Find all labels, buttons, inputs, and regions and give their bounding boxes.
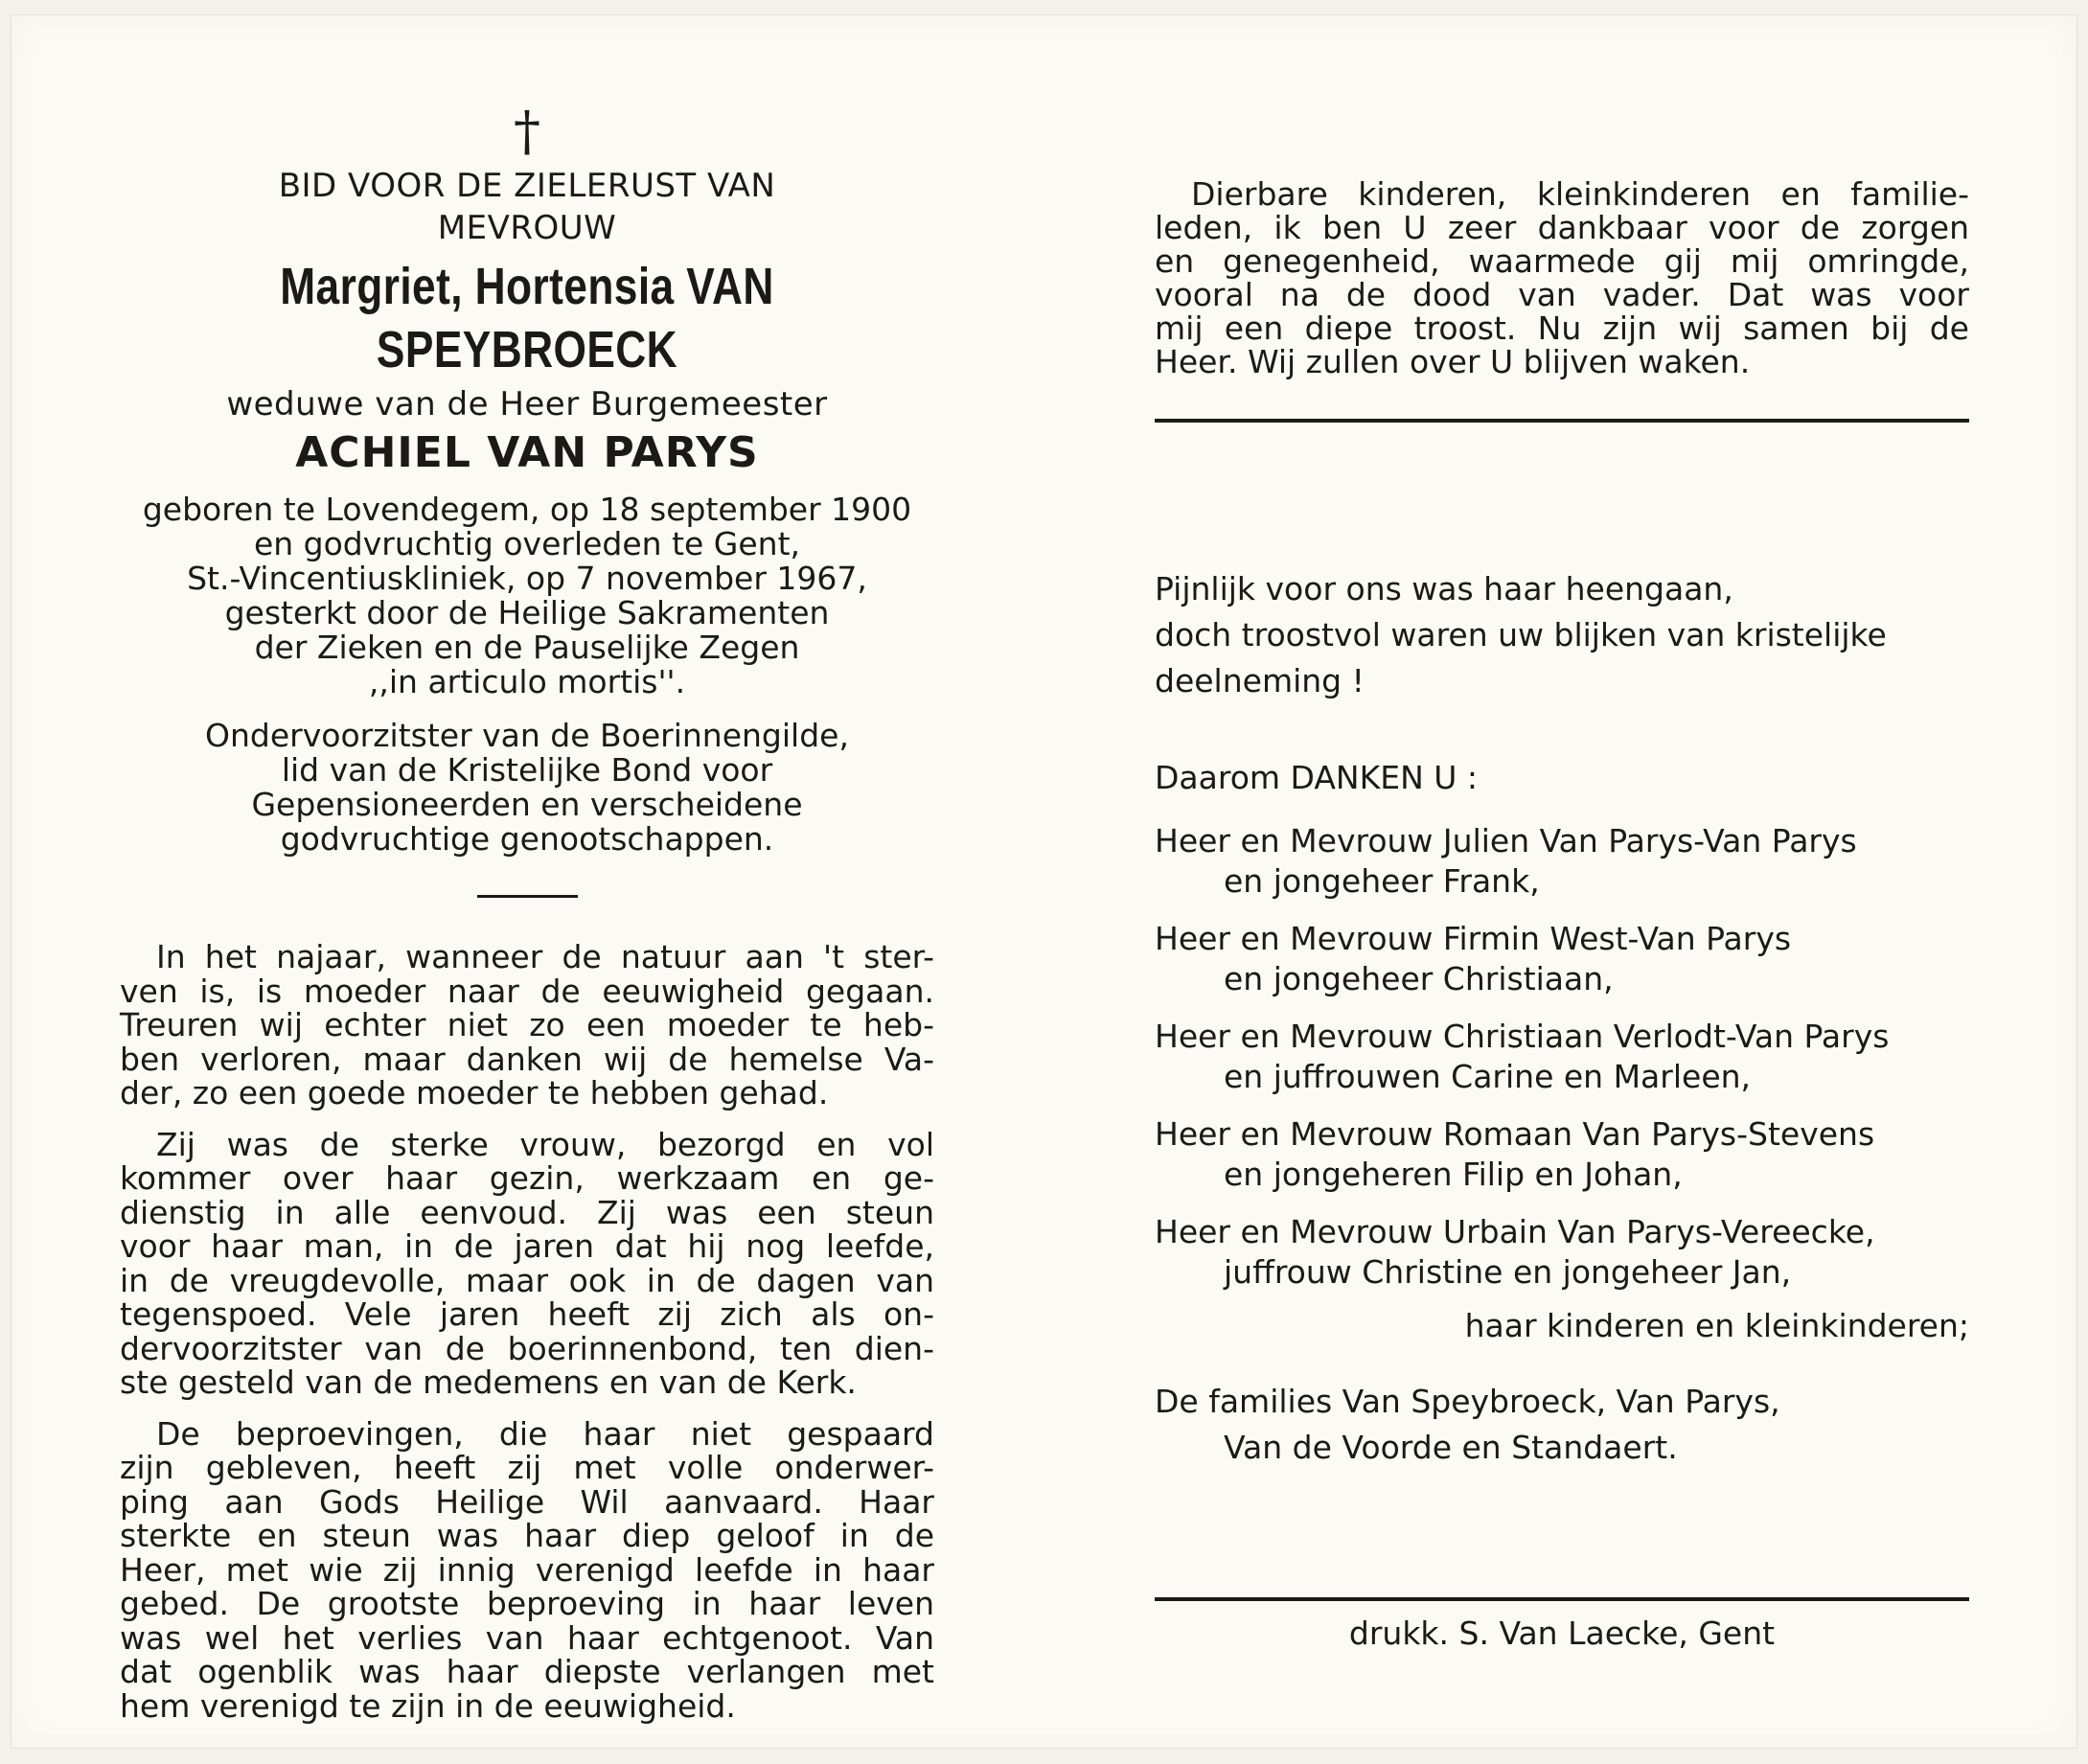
family-line: Van de Voorde en Standaert. bbox=[1224, 1429, 1678, 1466]
text-line: Treuren wij echter niet zo een moeder te heb- bbox=[120, 1006, 934, 1043]
text-line: doch troostvol waren uw blijken van kristelijke bbox=[1155, 616, 1887, 653]
family-entry bbox=[1155, 919, 1969, 999]
sympathy-text bbox=[1155, 566, 1969, 704]
printer-credit: drukk. S. Van Laecke, Gent bbox=[1348, 1615, 1776, 1652]
family-line: en jongeheer Christiaan, bbox=[1224, 960, 1614, 997]
roles-block bbox=[120, 719, 934, 857]
family-line: Heer en Mevrouw Christiaan Verlodt-Van Parys bbox=[1155, 1018, 1890, 1055]
bio-block bbox=[120, 493, 934, 699]
farewell-paragraph bbox=[1155, 177, 1969, 378]
family-entry bbox=[1155, 1212, 1969, 1293]
text-line: hem verenigd te zijn in de eeuwigheid. bbox=[120, 1686, 736, 1725]
paragraph-trials bbox=[120, 1414, 934, 1725]
text-line: Zij was de sterke vrouw, bezorgd en vol bbox=[156, 1125, 934, 1163]
left-panel bbox=[120, 101, 934, 1725]
text-line: voor haar man, in de jaren dat hij nog leefde, bbox=[120, 1227, 934, 1265]
family-list bbox=[1155, 821, 1969, 1346]
family-line: De families Van Speybroeck, Van Parys, bbox=[1155, 1383, 1780, 1420]
text-line: dienstig in alle eenvoud. Zij was een steun bbox=[120, 1193, 934, 1231]
family-line: Heer en Mevrouw Julien Van Parys-Van Parys bbox=[1155, 822, 1857, 859]
husband-name: ACHIEL VAN PARYS bbox=[295, 428, 759, 477]
family-entry bbox=[1155, 1017, 1969, 1097]
thanks-intro: Daarom DANKEN U : bbox=[1155, 759, 1479, 796]
divider-dash bbox=[477, 895, 578, 898]
text-line: was wel het verlies van haar echtgenoot. Van bbox=[120, 1618, 934, 1657]
divider-rule-bottom bbox=[1155, 1597, 1969, 1601]
text-line: dat ogenblik was haar diepste verlangen met bbox=[120, 1653, 934, 1690]
family-entry bbox=[1155, 821, 1969, 902]
role-line: Ondervoorzitster van de Boerinnengilde, bbox=[205, 717, 849, 754]
bio-line: der Zieken en de Pauselijke Zegen bbox=[254, 629, 800, 666]
family-line: juffrouw Christine en jongeheer Jan, bbox=[1224, 1253, 1792, 1291]
prayer-heading: BID VOOR DE ZIELERUST VAN bbox=[278, 167, 776, 205]
family-line: Heer en Mevrouw Firmin West-Van Parys bbox=[1155, 920, 1792, 957]
title-mevrouw: MEVROUW bbox=[437, 209, 617, 247]
text-line: Heer, met wie zij innig verenigd leefde in haar bbox=[120, 1550, 934, 1589]
family-line: en jongeheer Frank, bbox=[1224, 862, 1540, 900]
family-line: en jongeheren Filip en Johan, bbox=[1224, 1156, 1683, 1193]
text-line: en genegenheid, waarmede gij mij omringde, bbox=[1155, 242, 1969, 280]
divider-rule-top bbox=[1155, 419, 1969, 423]
widow-of-line: weduwe van de Heer Burgemeester bbox=[226, 385, 828, 424]
text-line: ven is, is moeder naar de eeuwigheid gegaan. bbox=[120, 972, 934, 1010]
bio-line: gesterkt door de Heilige Sakramenten bbox=[224, 594, 830, 631]
text-line: De beproevingen, die haar niet gespaard bbox=[156, 1414, 934, 1453]
bio-line: St.-Vincentiuskliniek, op 7 november 1967, bbox=[187, 560, 867, 597]
cross-icon: † bbox=[514, 101, 540, 163]
text-line: der, zo een goede moeder te hebben gehad. bbox=[120, 1074, 829, 1111]
bio-line: en godvruchtig overleden te Gent, bbox=[253, 525, 801, 562]
role-line: godvruchtige genootschappen. bbox=[280, 820, 774, 858]
right-panel bbox=[1155, 177, 1969, 1653]
text-line: tegenspoed. Vele jaren heeft zij zich als on- bbox=[120, 1295, 934, 1333]
text-line: vooral na de dood van vader. Dat was voor bbox=[1155, 276, 1969, 313]
text-line: ping aan Gods Heilige Wil aanvaard. Haar bbox=[120, 1482, 934, 1521]
text-line: mij een diepe troost. Nu zijn wij samen bij de bbox=[1155, 309, 1969, 347]
paragraph-autumn bbox=[120, 940, 934, 1111]
deceased-name: Margriet, Hortensia VAN SPEYBROECK bbox=[280, 258, 774, 378]
text-line: deelneming ! bbox=[1155, 662, 1365, 699]
paragraph-strong-woman bbox=[120, 1125, 934, 1401]
text-line: Heer. Wij zullen over U blijven waken. bbox=[1155, 343, 1751, 380]
text-line: Dierbare kinderen, kleinkinderen en familie- bbox=[1191, 175, 1969, 213]
family-line: Heer en Mevrouw Romaan Van Parys-Stevens bbox=[1155, 1115, 1875, 1153]
family-line: Heer en Mevrouw Urbain Van Parys-Vereecke, bbox=[1155, 1213, 1875, 1250]
text-line: ste gesteld van de medemens en van de Kerk. bbox=[120, 1363, 857, 1401]
text-line: kommer over haar gezin, werkzaam en ge- bbox=[120, 1159, 934, 1197]
text-line: zijn gebleven, heeft zij met volle onderwer- bbox=[120, 1449, 934, 1486]
extended-families bbox=[1155, 1379, 1969, 1471]
text-line: in de vreugdevolle, maar ook in de dagen van bbox=[120, 1261, 934, 1299]
children-note: haar kinderen en kleinkinderen; bbox=[1464, 1307, 1969, 1344]
text-line: dervoorzitster van de boerinnenbond, ten dien- bbox=[120, 1329, 934, 1367]
family-entry bbox=[1155, 1114, 1969, 1195]
bio-line: ,,in articulo mortis''. bbox=[368, 663, 686, 700]
text-line: leden, ik ben U zeer dankbaar voor de zorgen bbox=[1155, 209, 1969, 246]
text-line: In het najaar, wanneer de natuur aan 't ster- bbox=[156, 938, 934, 975]
bio-line: geboren te Lovendegem, op 18 september 1900 bbox=[142, 491, 912, 528]
text-line: gebed. De grootste beproeving in haar leven bbox=[120, 1585, 934, 1622]
family-line: en juffrouwen Carine en Marleen, bbox=[1224, 1058, 1752, 1095]
role-line: Gepensioneerden en verscheidene bbox=[251, 786, 803, 823]
text-line: ben verloren, maar danken wij de hemelse Va- bbox=[120, 1040, 934, 1078]
role-line: lid van de Kristelijke Bond voor bbox=[281, 751, 773, 789]
text-line: Pijnlijk voor ons was haar heengaan, bbox=[1155, 570, 1733, 607]
text-line: sterkte en steun was haar diep geloof in de bbox=[120, 1517, 934, 1554]
